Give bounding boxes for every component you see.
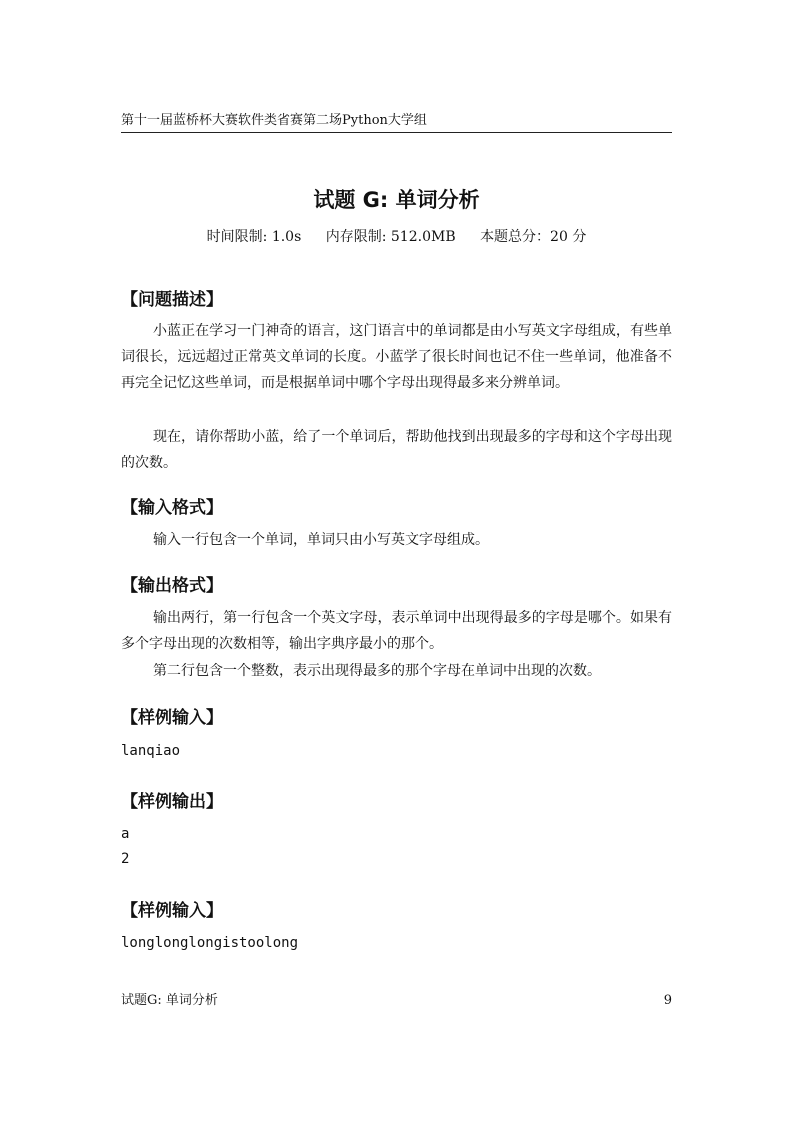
sample-input-heading: 【样例输入】 bbox=[121, 708, 223, 728]
description-heading: 【问题描述】 bbox=[121, 290, 223, 310]
limits-line bbox=[0, 226, 793, 248]
description-paragraph-1: 小蓝正在学习一门神奇的语言，这门语言中的单词都是由小写英文字母组成，有些单词很长，远远超过正常英文单词的长度。小蓝学了很长时间也记不住一些单词，他准备不再完全记忆这些单词，而是根据单词中哪个字母出现得最多来分辨单词。 bbox=[121, 323, 672, 391]
output-format-paragraph-2: 第二行包含一个整数，表示出现得最多的那个字母在单词中出现的次数。 bbox=[153, 663, 601, 679]
sample-output-heading: 【样例输出】 bbox=[121, 792, 223, 812]
total-score: 本题总分：20 分 bbox=[480, 229, 587, 245]
description-paragraph-2: 现在，请你帮助小蓝，给了一个单词后，帮助他找到出现最多的字母和这个字母出现的次数。 bbox=[121, 429, 672, 471]
page-number: 9 bbox=[663, 993, 672, 1008]
sample-input-2-line: longlonglongistoolong bbox=[121, 935, 299, 951]
sample-input-line: lanqiao bbox=[121, 743, 181, 759]
sample-input-2-heading: 【样例输入】 bbox=[121, 901, 223, 921]
input-format-heading: 【输入格式】 bbox=[121, 498, 223, 518]
header-rule bbox=[121, 132, 672, 133]
footer-title: 试题G: 单词分析 bbox=[121, 993, 218, 1008]
sample-output-line-2: 2 bbox=[121, 851, 130, 867]
problem-title: 试题 G: 单词分析 bbox=[313, 188, 480, 212]
output-format-heading: 【输出格式】 bbox=[121, 576, 223, 596]
output-format-paragraph-1: 输出两行，第一行包含一个英文字母，表示单词中出现得最多的字母是哪个。如果有多个字母出现的次数相等，输出字典序最小的那个。 bbox=[121, 610, 672, 652]
time-limit: 时间限制: 1.0s bbox=[206, 229, 302, 245]
memory-limit: 内存限制: 512.0MB bbox=[325, 229, 456, 245]
input-format-paragraph: 输入一行包含一个单词，单词只由小写英文字母组成。 bbox=[153, 532, 489, 548]
running-header: 第十一届蓝桥杯大赛软件类省赛第二场Python大学组 bbox=[121, 113, 427, 128]
sample-output-line-1: a bbox=[121, 826, 130, 842]
